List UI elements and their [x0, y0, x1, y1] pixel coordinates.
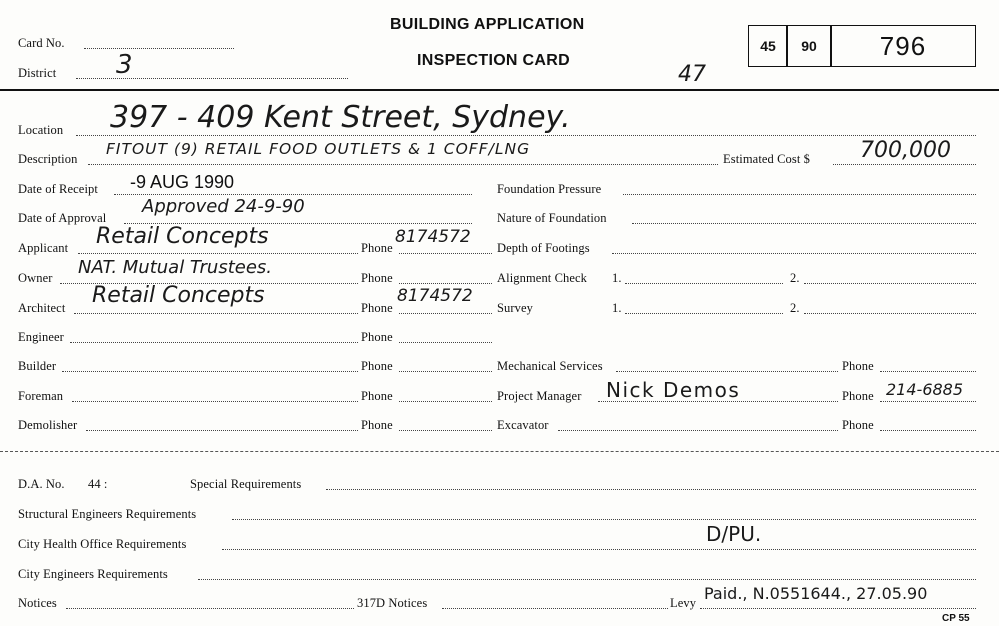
- location-value: 397 - 409 Kent Street, Sydney.: [110, 100, 571, 135]
- estimated-cost-line: [833, 164, 976, 165]
- excavator-label: Excavator: [497, 418, 549, 432]
- nature-foundation-line: [632, 223, 976, 224]
- mechanical-line: [616, 371, 838, 372]
- description-value: FITOUT (9) RETAIL FOOD OUTLETS & 1 COFF/LNG: [106, 140, 531, 158]
- form-code: CP 55: [942, 613, 970, 624]
- applicant-label: Applicant: [18, 241, 69, 255]
- structural-line: [232, 519, 976, 520]
- alignment-num-2: 2.: [790, 271, 800, 285]
- da-label: D.A. No.: [18, 477, 65, 491]
- health-line: [222, 549, 976, 550]
- alignment-num-1: 1.: [612, 271, 622, 285]
- mechanical-phone-label: Phone: [842, 359, 874, 373]
- margin-note: 47: [678, 62, 706, 87]
- description-label: Description: [18, 152, 78, 166]
- foreman-phone-label: Phone: [361, 389, 393, 403]
- alignment-line-2: [804, 283, 976, 284]
- title-line-2: INSPECTION CARD: [417, 52, 570, 69]
- levy-value: Paid., N.0551644., 27.05.90: [704, 584, 928, 603]
- mechanical-phone-line: [880, 371, 976, 372]
- alignment-line-1: [625, 283, 783, 284]
- project-manager-phone-value: 214-6885: [886, 380, 964, 399]
- architect-phone-line: [399, 313, 492, 314]
- excavator-line: [558, 430, 838, 431]
- notices-317d-label: 317D Notices: [357, 596, 428, 610]
- architect-value: Retail Concepts: [92, 283, 265, 308]
- foundation-pressure-line: [623, 194, 976, 195]
- demolisher-phone-label: Phone: [361, 418, 393, 432]
- levy-line: [700, 608, 976, 609]
- header-rule: [0, 89, 999, 91]
- applicant-phone-label: Phone: [361, 241, 393, 255]
- notices-line: [66, 608, 354, 609]
- builder-line: [62, 371, 358, 372]
- applicant-phone-value: 8174572: [395, 227, 471, 247]
- da-value: 44 :: [88, 477, 108, 491]
- project-manager-phone-line: [880, 401, 976, 402]
- card-no-line: [84, 48, 234, 49]
- health-label: City Health Office Requirements: [18, 537, 187, 551]
- engineer-line: [70, 342, 358, 343]
- notices-317d-line: [442, 608, 668, 609]
- estimated-cost-label: Estimated Cost $: [723, 152, 811, 166]
- ref-box-3: 796: [830, 25, 976, 67]
- excavator-phone-label: Phone: [842, 418, 874, 432]
- location-label: Location: [18, 123, 64, 137]
- architect-label: Architect: [18, 301, 66, 315]
- special-line: [326, 489, 976, 490]
- alignment-check-label: Alignment Check: [497, 271, 588, 285]
- mechanical-label: Mechanical Services: [497, 359, 603, 373]
- estimated-cost-value: 700,000: [860, 138, 951, 163]
- applicant-phone-line: [399, 253, 492, 254]
- engineer-label: Engineer: [18, 330, 64, 344]
- foundation-pressure-label: Foundation Pressure: [497, 182, 602, 196]
- engineer-phone-label: Phone: [361, 330, 393, 344]
- date-approval-label: Date of Approval: [18, 211, 107, 225]
- project-manager-value: Nick Demos: [606, 378, 741, 402]
- foreman-phone-line: [399, 401, 492, 402]
- builder-phone-line: [399, 371, 492, 372]
- ref-box-2: 90: [786, 25, 832, 67]
- architect-line: [74, 313, 358, 314]
- title-line-1: BUILDING APPLICATION: [390, 16, 585, 33]
- demolisher-phone-line: [399, 430, 492, 431]
- district-value: 3: [116, 50, 133, 80]
- notices-label: Notices: [18, 596, 57, 610]
- project-manager-label: Project Manager: [497, 389, 582, 403]
- applicant-value: Retail Concepts: [96, 224, 269, 249]
- date-receipt-label: Date of Receipt: [18, 182, 98, 196]
- section-divider: [0, 451, 999, 452]
- foreman-line: [72, 401, 358, 402]
- survey-num-2: 2.: [790, 301, 800, 315]
- engineer-phone-line: [399, 342, 492, 343]
- ref-box-1: 45: [748, 25, 788, 67]
- owner-label: Owner: [18, 271, 53, 285]
- demolisher-label: Demolisher: [18, 418, 78, 432]
- location-line: [76, 135, 976, 136]
- architect-phone-value: 8174572: [397, 286, 473, 306]
- survey-num-1: 1.: [612, 301, 622, 315]
- depth-footings-line: [612, 253, 976, 254]
- depth-footings-label: Depth of Footings: [497, 241, 590, 255]
- special-label: Special Requirements: [190, 477, 302, 491]
- card-no-label: Card No.: [18, 36, 65, 50]
- demolisher-line: [86, 430, 358, 431]
- structural-label: Structural Engineers Requirements: [18, 507, 197, 521]
- district-label: District: [18, 66, 57, 80]
- survey-line-2: [804, 313, 976, 314]
- nature-foundation-label: Nature of Foundation: [497, 211, 607, 225]
- date-approval-value: Approved 24-9-90: [142, 196, 305, 217]
- builder-label: Builder: [18, 359, 57, 373]
- survey-line-1: [625, 313, 783, 314]
- description-line: [88, 164, 718, 165]
- date-receipt-line: [114, 194, 472, 195]
- architect-phone-label: Phone: [361, 301, 393, 315]
- owner-phone-line: [399, 283, 492, 284]
- levy-label: Levy: [670, 596, 697, 610]
- project-manager-phone-label: Phone: [842, 389, 874, 403]
- owner-phone-label: Phone: [361, 271, 393, 285]
- foreman-label: Foreman: [18, 389, 64, 403]
- builder-phone-label: Phone: [361, 359, 393, 373]
- excavator-phone-line: [880, 430, 976, 431]
- owner-value: NAT. Mutual Trustees.: [78, 257, 273, 278]
- health-value: D/PU.: [706, 522, 762, 546]
- city-eng-line: [198, 579, 976, 580]
- city-eng-label: City Engineers Requirements: [18, 567, 168, 581]
- date-receipt-value: -9 AUG 1990: [130, 172, 235, 192]
- applicant-line: [78, 253, 358, 254]
- survey-label: Survey: [497, 301, 534, 315]
